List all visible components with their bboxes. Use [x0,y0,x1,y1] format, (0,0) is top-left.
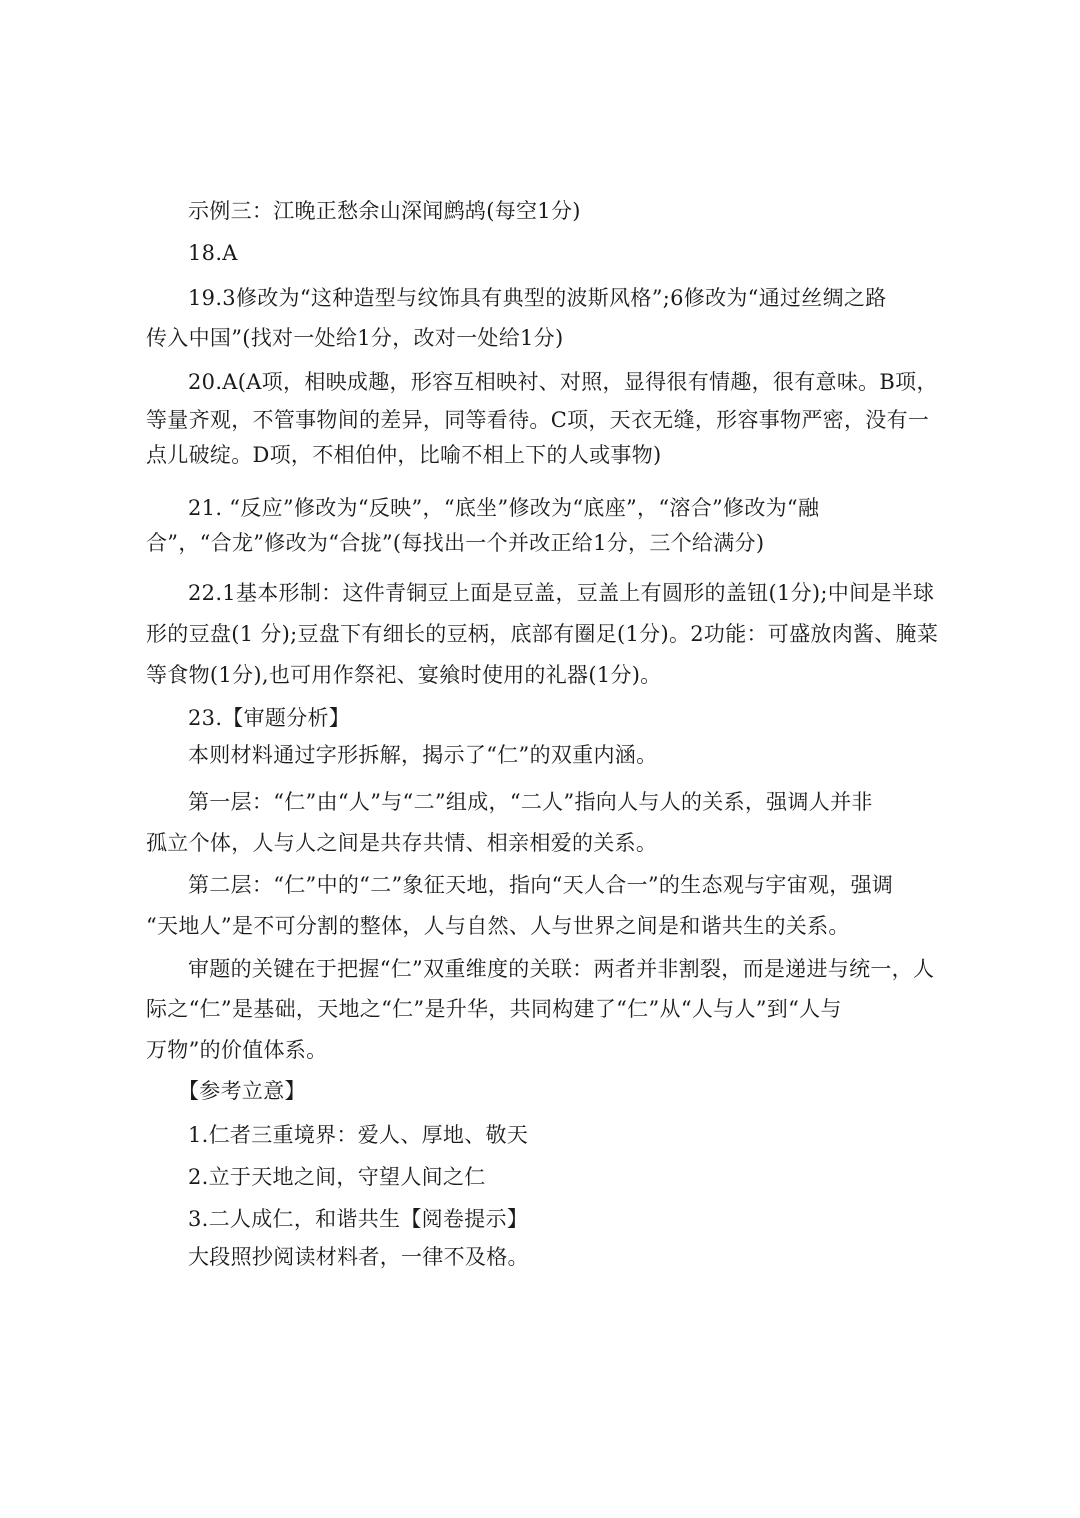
text-line-reference-heading: 【参考立意】 [178,1079,306,1103]
text-line-key-point-b: 际之“仁”是基础，天地之“仁”是升华，共同构建了“仁”从“人与人”到“人与 [146,997,842,1021]
text-line-answer-22-b: 形的豆盘(1 分);豆盘下有细长的豆柄，底部有圈足(1分)。2功能：可盛放肉酱、腌菜 [146,622,939,646]
text-line-answer-22-c: 等食物(1分),也可用作祭祀、宴飨时使用的礼器(1分)。 [146,663,662,687]
text-line-grading-note: 大段照抄阅读材料者，一律不及格。 [188,1245,529,1269]
text-line-idea-1: 1.仁者三重境界：爱人、厚地、敬天 [188,1123,529,1147]
text-line-key-point-a: 审题的关键在于把握“仁”双重维度的关联：两者并非割裂，而是递进与统一，人 [188,957,935,981]
text-line-answer-21-a: 21. “反应”修改为“反映”，“底坐”修改为“底座”，“溶合”修改为“融 [188,496,820,520]
text-line-idea-3: 3.二人成仁，和谐共生【阅卷提示】 [188,1207,529,1231]
text-line-answer-23-heading: 23.【审题分析】 [188,706,351,730]
text-line-layer-one-a: 第一层：“仁”由“人”与“二”组成，“二人”指向人与人的关系，强调人并非 [188,790,873,814]
text-line-answer-20-b: 等量齐观，不管事物间的差异，同等看待。C项，天衣无缝，形容事物严密，没有一 [146,408,930,432]
text-line-layer-one-b: 孤立个体，人与人之间是共存共情、相亲相爱的关系。 [146,831,658,855]
text-line-example-three: 示例三：江晚正愁余山深闻鹧鸪(每空1分) [188,199,581,223]
text-line-analysis-intro: 本则材料通过字形拆解，揭示了“仁”的双重内涵。 [188,743,658,767]
text-line-answer-21-b: 合”，“合龙”修改为“合拢”(每找出一个并改正给1分，三个给满分) [146,531,765,555]
text-line-answer-20-c: 点儿破绽。D项，不相伯仲，比喻不相上下的人或事物) [146,443,662,467]
text-line-layer-two-a: 第二层：“仁”中的“二”象征天地，指向“天人合一”的生态观与宇宙观，强调 [188,873,894,897]
text-line-key-point-c: 万物”的价值体系。 [146,1038,328,1062]
text-line-answer-20-a: 20.A(A项，相映成趣，形容互相映衬、对照，显得很有情趣，很有意味。B项， [188,370,938,394]
text-line-idea-2: 2.立于天地之间，守望人间之仁 [188,1165,486,1189]
text-line-layer-two-b: “天地人”是不可分割的整体，人与自然、人与世界之间是和谐共生的关系。 [146,914,850,938]
text-line-answer-19-b: 传入中国”(找对一处给1分，改对一处给1分) [146,326,564,350]
text-line-answer-19-a: 19.3修改为“这种造型与纹饰具有典型的波斯风格”;6修改为“通过丝绸之路 [188,286,887,310]
text-line-answer-22-a: 22.1基本形制：这件青铜豆上面是豆盖，豆盖上有圆形的盖钮(1分);中间是半球 [188,581,935,605]
text-line-answer-18: 18.A [188,241,238,265]
